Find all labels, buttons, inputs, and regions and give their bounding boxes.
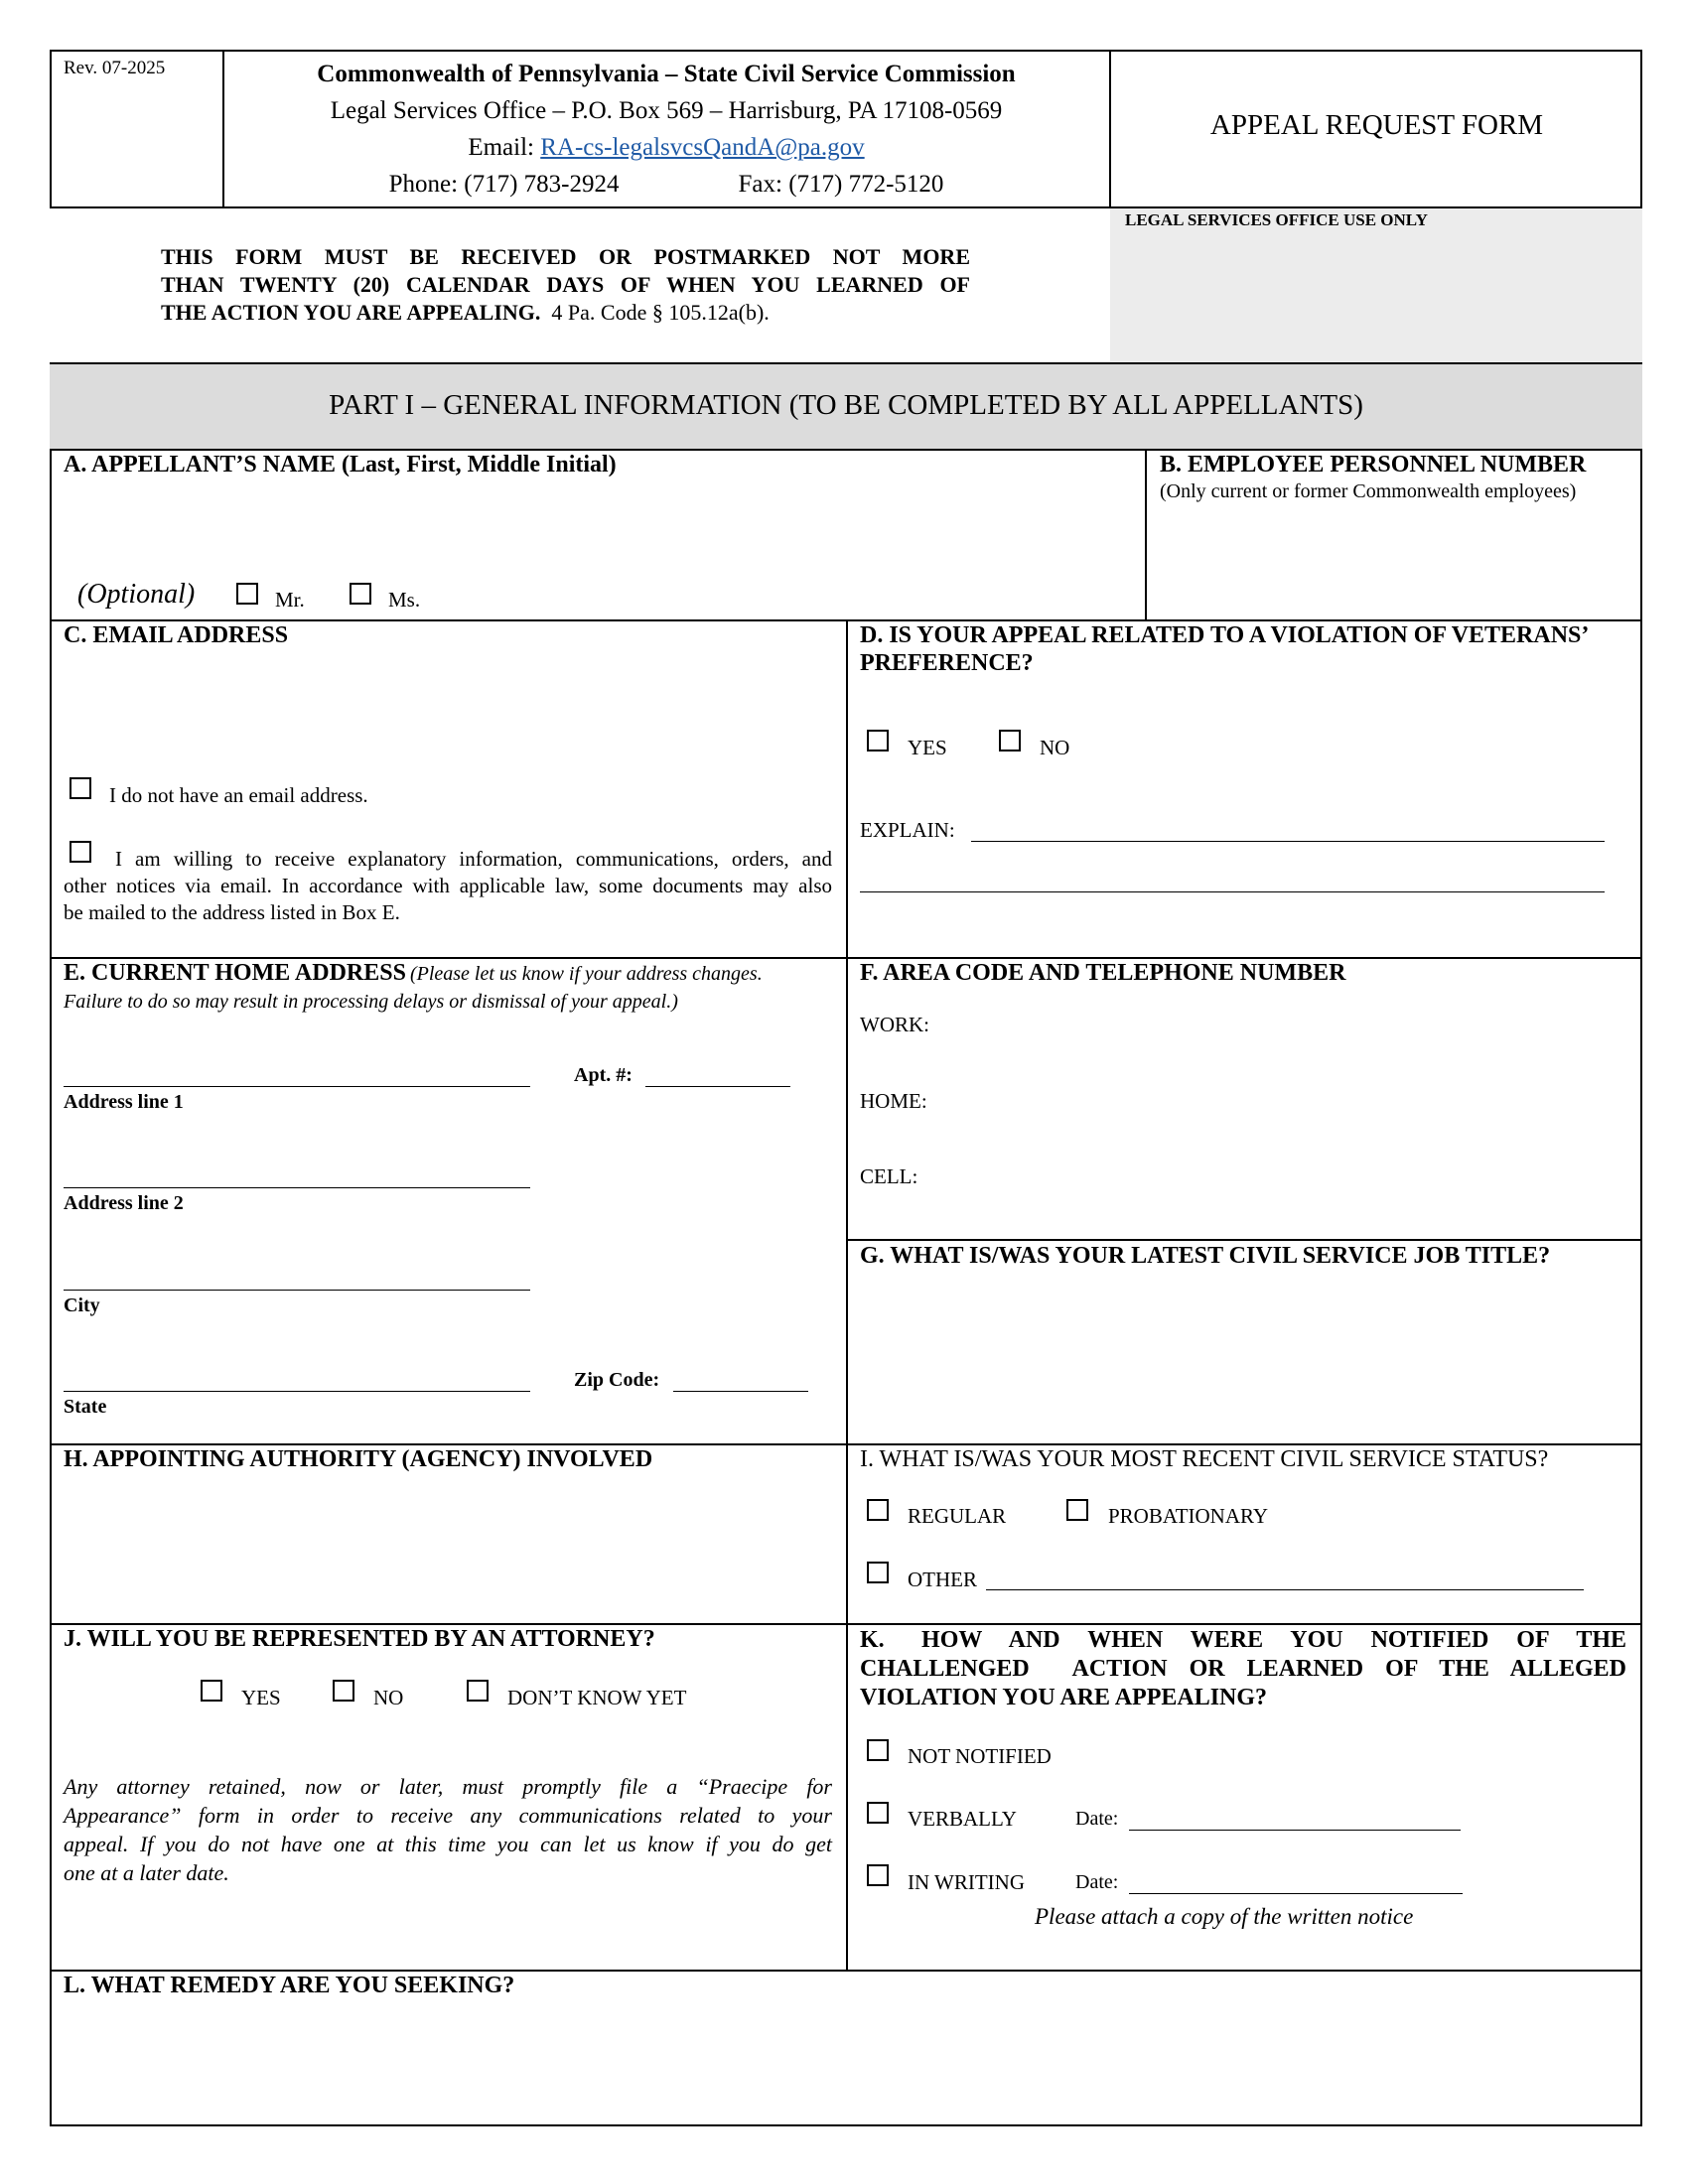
section-k-label-3: VIOLATION YOU ARE APPEALING? (860, 1685, 1268, 1710)
veterans-yes-checkbox[interactable] (867, 730, 889, 751)
section-c-label: C. EMAIL ADDRESS (64, 622, 289, 648)
attorney-no-label: NO (373, 1686, 404, 1709)
section-e-label: E. CURRENT HOME ADDRESS (64, 960, 406, 986)
agency-name: Commonwealth of Pennsylvania – State Civil Service Commission (317, 61, 1016, 87)
apt-field[interactable] (645, 1086, 790, 1087)
optional-label: (Optional) (77, 579, 196, 610)
section-f-label: F. AREA CODE AND TELEPHONE NUMBER (860, 960, 1346, 986)
form-title: APPEAL REQUEST FORM (1209, 109, 1544, 141)
not-notified-checkbox[interactable] (867, 1739, 889, 1761)
col-line-mid (846, 619, 848, 1970)
status-probationary-label: PROBATIONARY (1108, 1504, 1269, 1528)
zip-field[interactable] (673, 1391, 808, 1392)
email-consent-text (64, 846, 832, 926)
home-phone-label: HOME: (860, 1089, 927, 1113)
section-g-label: G. WHAT IS/WAS YOUR LATEST CIVIL SERVICE JOB TITLE? (860, 1243, 1551, 1269)
veterans-yes-label: YES (908, 736, 947, 759)
section-h-label: H. APPOINTING AUTHORITY (AGENCY) INVOLVED (64, 1446, 653, 1472)
email-consent-line-2: other notices via email. In accordance with applicable law, some documents may also (64, 874, 832, 897)
explain-label: EXPLAIN: (860, 818, 955, 842)
verbally-label: VERBALLY (908, 1807, 1017, 1831)
row-line-fg (846, 1239, 1642, 1241)
email-consent-line-1: I am willing to receive explanatory information, communications, orders, and (115, 847, 832, 871)
verbally-date-label: Date: (1075, 1808, 1119, 1830)
no-email-checkbox[interactable] (70, 777, 91, 799)
work-phone-label: WORK: (860, 1013, 929, 1036)
section-k-label-1: K. HOW AND WHEN WERE YOU NOTIFIED OF THE (860, 1627, 1626, 1653)
section-b-note: (Only current or former Commonwealth employees) (1160, 480, 1577, 502)
attorney-note-line-2: Appearance” form in order to receive any communications related to your (64, 1803, 832, 1828)
status-regular-checkbox[interactable] (867, 1499, 889, 1521)
ms-label: Ms. (388, 588, 421, 612)
not-notified-label: NOT NOTIFIED (908, 1744, 1052, 1768)
address-line-2-field[interactable] (64, 1187, 530, 1188)
section-d-label-1: D. IS YOUR APPEAL RELATED TO A VIOLATION OF VETERANS’ (860, 622, 1590, 648)
section-a-label: A. APPELLANT’S NAME (Last, First, Middle Initial) (64, 452, 617, 478)
email-consent-line-3: be mailed to the address listed in Box E. (64, 900, 400, 924)
section-b-label: B. EMPLOYEE PERSONNEL NUMBER (1160, 452, 1587, 478)
explain-line-2[interactable] (860, 891, 1605, 892)
phone-fax-line (224, 166, 1108, 203)
status-other-label: OTHER (908, 1568, 977, 1591)
office-use-area (1110, 208, 1642, 362)
section-l-label: L. WHAT REMEDY ARE YOU SEEKING? (64, 1973, 515, 1998)
office-address: Legal Services Office – P.O. Box 569 – Harrisburg, PA 17108-0569 (330, 97, 1003, 124)
in-writing-checkbox[interactable] (867, 1864, 889, 1886)
section-j-label: J. WILL YOU BE REPRESENTED BY AN ATTORNEY? (64, 1626, 655, 1652)
city-field[interactable] (64, 1290, 530, 1291)
notice-line-3-bold: THE ACTION YOU ARE APPEALING. (161, 300, 541, 325)
address-line-1-label: Address line 1 (64, 1091, 184, 1113)
email-line (224, 129, 1108, 166)
city-label: City (64, 1295, 100, 1316)
notice-citation: 4 Pa. Code § 105.12a(b). (540, 300, 770, 325)
mr-checkbox[interactable] (236, 583, 258, 605)
attach-notice-note: Please attach a copy of the written notice (1035, 1904, 1414, 1929)
attorney-yes-checkbox[interactable] (201, 1680, 222, 1702)
notice-line-3 (161, 299, 970, 327)
attorney-note-line-1: Any attorney retained, now or later, must promptly file a “Praecipe for (64, 1774, 832, 1799)
section-i-label: I. WHAT IS/WAS YOUR MOST RECENT CIVIL SERVICE STATUS? (860, 1446, 1549, 1472)
attorney-yes-label: YES (241, 1686, 281, 1709)
section-k-label (860, 1626, 1626, 1712)
attorney-note-line-4: one at a later date. (64, 1860, 229, 1885)
email-label: Email: (468, 134, 541, 161)
attorney-note-line-3: appeal. If you do not have one at this time you can let us know if you do get (64, 1832, 832, 1856)
explain-line-1[interactable] (971, 841, 1605, 842)
status-probationary-checkbox[interactable] (1066, 1499, 1088, 1521)
attorney-unknown-label: DON’T KNOW YET (507, 1686, 687, 1709)
apt-label: Apt. #: (574, 1064, 633, 1086)
office-use-label: LEGAL SERVICES OFFICE USE ONLY (1125, 210, 1428, 229)
section-e-note-2: Failure to do so may result in processing delays or dismissal of your appeal.) (64, 991, 678, 1013)
cell-phone-label: CELL: (860, 1164, 918, 1188)
phone-number: Phone: (717) 783-2924 (388, 171, 620, 198)
filing-deadline-notice (161, 243, 970, 327)
part1-title: PART I – GENERAL INFORMATION (TO BE COMPLETED BY ALL APPELLANTS) (329, 389, 1363, 421)
in-writing-date-field[interactable] (1129, 1893, 1463, 1894)
attorney-unknown-checkbox[interactable] (467, 1680, 489, 1702)
verbally-checkbox[interactable] (867, 1802, 889, 1824)
section-d-label-2: PREFERENCE? (860, 650, 1034, 676)
veterans-no-checkbox[interactable] (999, 730, 1021, 751)
state-label: State (64, 1396, 107, 1418)
veterans-no-label: NO (1040, 736, 1070, 759)
mr-label: Mr. (275, 588, 305, 612)
row-line-jl (50, 1970, 1642, 1972)
fax-number: Fax: (717) 772-5120 (738, 171, 944, 198)
attorney-no-checkbox[interactable] (333, 1680, 354, 1702)
address-line-1-field[interactable] (64, 1086, 530, 1087)
state-field[interactable] (64, 1391, 530, 1392)
zip-label: Zip Code: (574, 1369, 660, 1391)
status-regular-label: REGULAR (908, 1504, 1007, 1528)
section-e-header (64, 960, 838, 1016)
ms-checkbox[interactable] (350, 583, 371, 605)
attorney-note (64, 1772, 832, 1887)
status-other-checkbox[interactable] (867, 1562, 889, 1583)
notice-line-1: THIS FORM MUST BE RECEIVED OR POSTMARKED NOT MORE (161, 244, 970, 269)
revision-label: Rev. 07-2025 (64, 58, 166, 78)
col-line-ab (1145, 449, 1147, 619)
address-line-2-label: Address line 2 (64, 1192, 184, 1214)
in-writing-label: IN WRITING (908, 1870, 1026, 1894)
email-link[interactable]: RA-cs-legalsvcsQandA@pa.gov (540, 134, 865, 161)
header-center (224, 56, 1108, 203)
section-e-note-1: (Please let us know if your address changes. (409, 963, 763, 985)
notice-line-2: THAN TWENTY (20) CALENDAR DAYS OF WHEN YOU LEARNED OF (161, 272, 970, 297)
section-k-label-2: CHALLENGED ACTION OR LEARNED OF THE ALLEGED (860, 1656, 1626, 1682)
status-other-field[interactable] (986, 1589, 1584, 1590)
in-writing-date-label: Date: (1075, 1871, 1119, 1893)
no-email-label: I do not have an email address. (109, 783, 368, 807)
verbally-date-field[interactable] (1129, 1830, 1461, 1831)
